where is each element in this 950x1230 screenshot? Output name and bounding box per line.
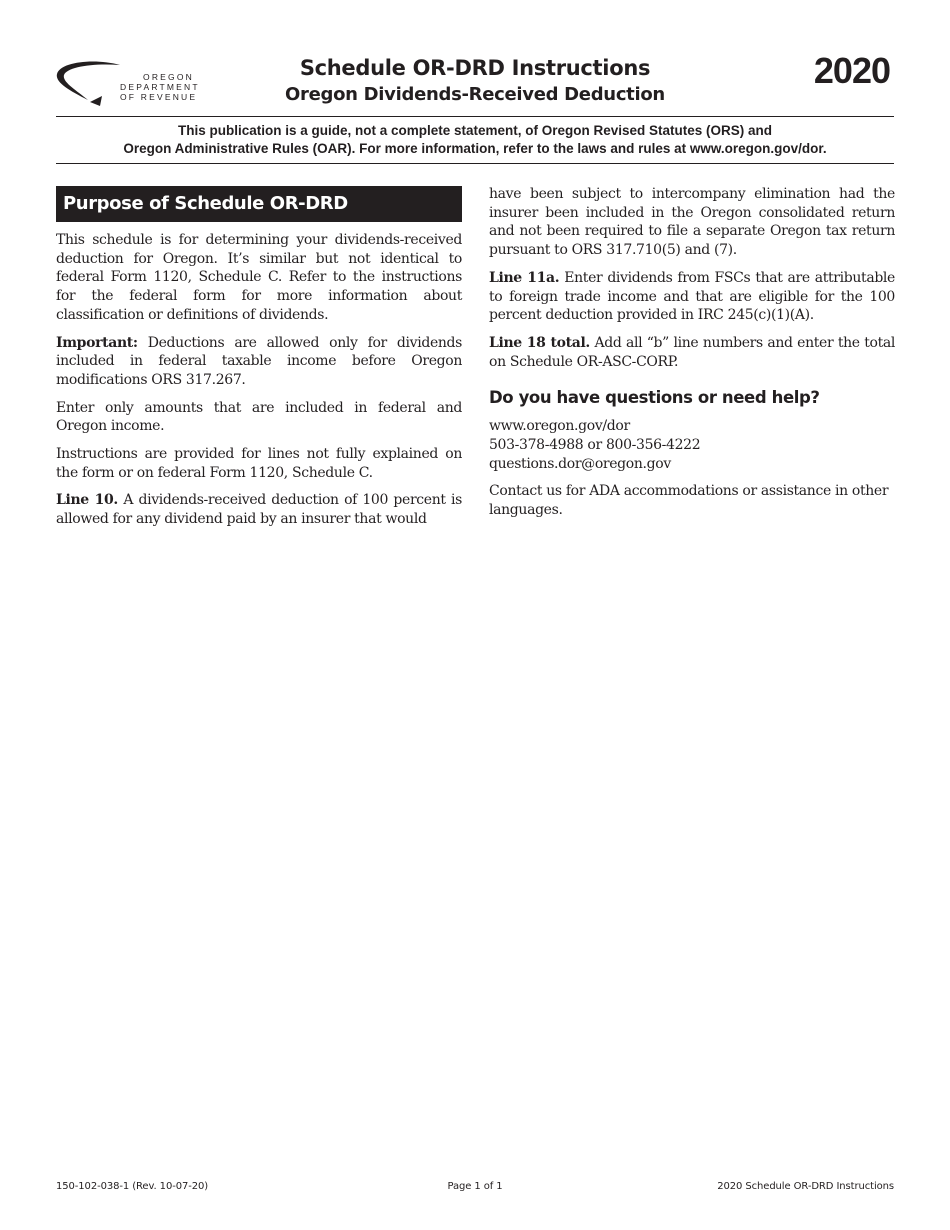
oregon-dor-logo (54, 60, 200, 110)
right-column (489, 186, 895, 529)
contact-website-link[interactable]: www.oregon.gov/dor (489, 418, 630, 435)
logo-wordmark (120, 72, 200, 102)
page-title: Schedule OR-DRD Instructions (299, 56, 651, 80)
line-10-text: A dividends-received deduction of 100 percent is allowed for any dividend paid by an insurer that would (56, 492, 462, 528)
line-18-text: Add all “b” line numbers and enter the total on Schedule OR-ASC-CORP. (489, 334, 895, 370)
amounts-paragraph: Enter only amounts that are included in federal and Oregon income. (56, 399, 462, 435)
notice-divider (56, 163, 894, 164)
page-subtitle: Oregon Dividends-Received Deduction (285, 84, 665, 105)
footer-form-number: 150-102-038-1 (Rev. 10-07-20) (56, 1181, 209, 1192)
line-10-paragraph (56, 491, 462, 528)
notice-line-1: This publication is a guide, not a complete statement, of Oregon Revised Statutes (ORS) and (177, 123, 773, 138)
purpose-paragraph: This schedule is for determining your dividends-received deduction for Oregon. It’s similar but not identical to federal Form 1120, Schedule C. Refer to the instructions for the federal form for more information about classification or definitions of dividends. (56, 232, 462, 323)
oregon-dor-swoosh-logo-icon (54, 60, 124, 108)
line-11a-text: Enter dividends from FSCs that are attributable to foreign trade income and that are eligible for the 100 percent deduction provided in IRC 245(c)(1)(A). (489, 269, 895, 324)
section-title-purpose: Purpose of Schedule OR-DRD (56, 186, 462, 222)
header-divider (56, 116, 894, 117)
important-paragraph (56, 334, 462, 390)
publication-notice (56, 122, 894, 158)
line-10-label: Line 10. (56, 492, 118, 509)
footer-page-number: Page 1 of 1 (447, 1181, 503, 1192)
contact-block (489, 417, 895, 473)
notice-line-2: Oregon Administrative Rules (OAR). For more information, refer to the laws and rules at www.oregon.gov/dor. (123, 141, 827, 156)
left-column (56, 186, 462, 538)
important-text: Deductions are allowed only for dividends included in federal taxable income before Oregon modifications ORS 317.267. (56, 334, 462, 388)
logo-line-oregon: OREGON (143, 72, 194, 82)
logo-line-revenue: OF REVENUE (120, 92, 198, 102)
footer-document-name: 2020 Schedule OR-DRD Instructions (717, 1181, 894, 1192)
instructions-paragraph: Instructions are provided for lines not fully explained on the form or on federal Form 1120, Schedule C. (56, 446, 462, 481)
tax-year: 2020 (813, 50, 890, 91)
contact-email-link[interactable]: questions.dor@oregon.gov (489, 455, 671, 472)
contact-phone: 503-378-4988 or 800-356-4222 (489, 437, 701, 454)
help-heading: Do you have questions or need help? (489, 388, 820, 408)
line-18-paragraph (489, 334, 895, 371)
line-11a-label: Line 11a. (489, 269, 560, 286)
line-11a-paragraph (489, 269, 895, 325)
line-18-label: Line 18 total. (489, 334, 590, 351)
important-label: Important: (56, 334, 138, 351)
ada-paragraph: Contact us for ADA accommodations or assistance in other languages. (489, 483, 889, 519)
line-10-continued-paragraph: have been subject to intercompany elimination had the insurer been included in the Oregon consolidated return and not been required to file a separate Oregon tax return pursuant to ORS 317.710(5) and (7). (489, 186, 895, 259)
logo-line-department: DEPARTMENT (120, 82, 200, 92)
